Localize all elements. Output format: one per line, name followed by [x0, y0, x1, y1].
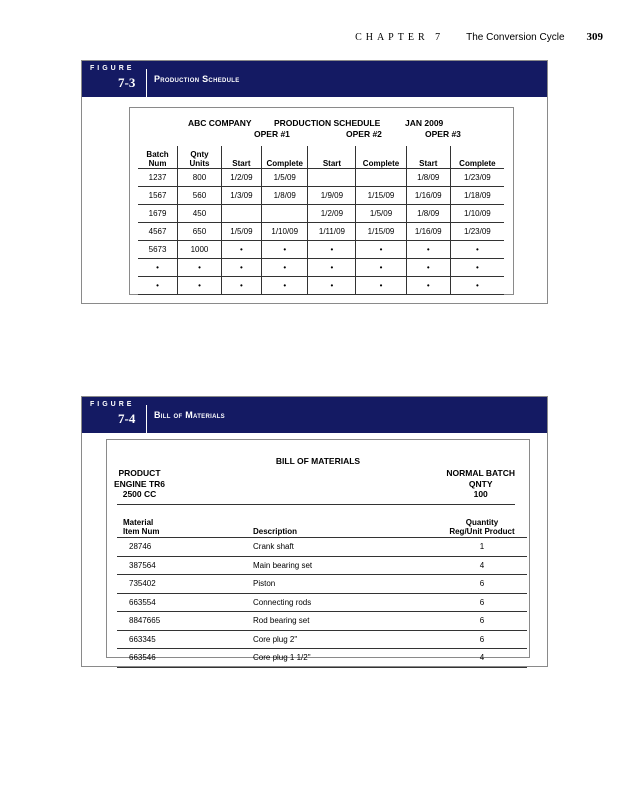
table-cell: 4: [437, 556, 527, 575]
table-cell: 1/8/09: [406, 169, 450, 187]
page-header: [355, 31, 603, 43]
table-row: [117, 612, 527, 631]
table-cell: Core plug 1 1/2": [253, 649, 437, 668]
table-row: [138, 205, 504, 223]
header-rule: [117, 504, 515, 505]
table-cell: •: [308, 259, 356, 277]
table-row: [117, 593, 527, 612]
quantity-column-header: [437, 514, 527, 538]
table-cell: 1/15/09: [356, 187, 406, 205]
table-row: [117, 556, 527, 575]
header-line: Complete: [459, 159, 496, 168]
oper-2-label: OPER #2: [346, 129, 382, 139]
header-line: [308, 150, 355, 159]
batch-info: [446, 468, 515, 500]
company-name: ABC COMPANY: [188, 118, 252, 128]
table-cell: 663554: [117, 593, 253, 612]
page-number: 309: [586, 31, 603, 43]
chapter-title: The Conversion Cycle: [466, 32, 565, 43]
table-row: [138, 169, 504, 187]
table-cell: 450: [178, 205, 222, 223]
table-cell: 1/23/09: [450, 169, 504, 187]
table-cell: 663345: [117, 630, 253, 649]
table-cell: 1/8/09: [261, 187, 308, 205]
bill-of-materials-panel: [106, 439, 530, 663]
table-cell: 1/16/09: [406, 223, 450, 241]
table-cell: Main bearing set: [253, 556, 437, 575]
table-cell: •: [406, 259, 450, 277]
figure-production-schedule: [81, 60, 548, 304]
table-cell: 735402: [117, 575, 253, 594]
figure-divider: [146, 405, 147, 433]
table-header-row: [117, 514, 527, 538]
table-cell: •: [308, 277, 356, 295]
table-cell: •: [221, 277, 261, 295]
header-line: Num: [148, 159, 167, 168]
schedule-date: JAN 2009: [405, 118, 444, 128]
table-cell: 1/5/09: [356, 205, 406, 223]
table-cell: 1/2/09: [221, 169, 261, 187]
table-cell: Crank shaft: [253, 538, 437, 557]
table-cell: •: [308, 241, 356, 259]
table-cell: [356, 169, 406, 187]
table-cell: 1/15/09: [356, 223, 406, 241]
header-line: [356, 150, 405, 159]
oper-3-label: OPER #3: [425, 129, 461, 139]
table-cell: 1/9/09: [308, 187, 356, 205]
chapter-label: CHAPTER 7: [355, 32, 445, 43]
table-cell: 6: [437, 630, 527, 649]
table-cell: •: [178, 277, 222, 295]
header-line: Qnty: [190, 150, 209, 159]
table-row: [138, 241, 504, 259]
table-cell: 1237: [138, 169, 178, 187]
schedule-title: PRODUCTION SCHEDULE: [274, 118, 381, 128]
table-cell: Connecting rods: [253, 593, 437, 612]
header-line: Units: [189, 159, 210, 168]
schedule-column-header: [308, 146, 356, 169]
schedule-column-header: [221, 146, 261, 169]
table-cell: 1/18/09: [450, 187, 504, 205]
table-cell: •: [406, 277, 450, 295]
table-cell: 1/5/09: [261, 169, 308, 187]
table-cell: 1/10/09: [450, 205, 504, 223]
table-cell: [221, 205, 261, 223]
table-cell: 1000: [178, 241, 222, 259]
material-column-header: [117, 514, 253, 538]
bill-of-materials-table: [117, 514, 527, 668]
table-header-row: [138, 146, 504, 169]
table-cell: 1/11/09: [308, 223, 356, 241]
description-header: Description: [253, 527, 298, 536]
header-line: Batch: [146, 150, 169, 159]
table-row: [138, 259, 504, 277]
table-cell: 1/5/09: [221, 223, 261, 241]
table-cell: •: [221, 259, 261, 277]
header-line: [407, 150, 450, 159]
table-cell: 28746: [117, 538, 253, 557]
product-name: ENGINE TR6: [114, 478, 166, 489]
table-cell: Rod bearing set: [253, 612, 437, 631]
table-cell: 650: [178, 223, 222, 241]
figure-label: FIGURE: [90, 65, 135, 72]
description-column-header: [253, 514, 437, 538]
table-cell: 6: [437, 612, 527, 631]
table-cell: 1/10/09: [261, 223, 308, 241]
oper-1-label: OPER #1: [254, 129, 290, 139]
table-cell: 663546: [117, 649, 253, 668]
table-cell: •: [356, 241, 406, 259]
figure-label: FIGURE: [90, 401, 135, 408]
table-cell: 5673: [138, 241, 178, 259]
header-line: Complete: [362, 159, 400, 168]
figure-number: 7-4: [118, 411, 136, 426]
table-row: [138, 223, 504, 241]
table-cell: 1: [437, 538, 527, 557]
production-schedule-panel: [129, 107, 514, 295]
product-info: [114, 468, 165, 500]
table-row: [117, 649, 527, 668]
table-cell: 1679: [138, 205, 178, 223]
table-cell: •: [261, 259, 308, 277]
table-row: [117, 630, 527, 649]
table-cell: 1/2/09: [308, 205, 356, 223]
table-cell: •: [356, 259, 406, 277]
table-cell: 8847665: [117, 612, 253, 631]
table-cell: •: [221, 241, 261, 259]
figure-bill-of-materials: [81, 396, 548, 667]
schedule-column-header: [261, 146, 308, 169]
figure-number: 7-3: [118, 75, 136, 90]
product-spec: 2500 CC: [122, 489, 157, 499]
table-cell: 1567: [138, 187, 178, 205]
batch-label: NORMAL BATCH: [446, 468, 515, 478]
table-cell: •: [356, 277, 406, 295]
table-cell: •: [138, 277, 178, 295]
schedule-column-header: [356, 146, 406, 169]
quantity-header-line2: Reg/Unit Product: [449, 527, 515, 536]
table-cell: 1/16/09: [406, 187, 450, 205]
figure-caption: Bill of Materials: [154, 410, 225, 420]
schedule-column-header: [406, 146, 450, 169]
header-line: Complete: [266, 159, 303, 168]
table-cell: •: [450, 259, 504, 277]
schedule-column-header: [178, 146, 222, 169]
table-cell: Piston: [253, 575, 437, 594]
batch-qnty-label: QNTY: [468, 478, 493, 489]
figure-banner: [82, 61, 547, 97]
figure-banner: [82, 397, 547, 433]
table-cell: [261, 205, 308, 223]
table-cell: Core plug 2": [253, 630, 437, 649]
table-cell: 4: [437, 649, 527, 668]
table-cell: 387564: [117, 556, 253, 575]
figure-divider: [146, 69, 147, 97]
table-cell: 1/8/09: [406, 205, 450, 223]
table-cell: 1/23/09: [450, 223, 504, 241]
table-cell: 6: [437, 575, 527, 594]
schedule-column-header: [138, 146, 178, 169]
table-cell: 560: [178, 187, 222, 205]
table-row: [117, 538, 527, 557]
material-header-line2: Item Num: [123, 527, 160, 536]
header-line: Start: [322, 159, 342, 168]
table-cell: 6: [437, 593, 527, 612]
table-cell: •: [450, 241, 504, 259]
production-schedule-table: [138, 146, 504, 295]
batch-value: 100: [473, 489, 488, 499]
table-cell: [308, 169, 356, 187]
table-cell: 800: [178, 169, 222, 187]
table-cell: •: [138, 259, 178, 277]
table-cell: 1/3/09: [221, 187, 261, 205]
table-cell: •: [261, 241, 308, 259]
table-cell: •: [450, 277, 504, 295]
header-line: Start: [232, 159, 251, 168]
header-line: [451, 150, 504, 159]
table-cell: •: [406, 241, 450, 259]
material-header-line1: Material: [123, 518, 154, 527]
header-line: [222, 150, 261, 159]
header-line: [262, 150, 308, 159]
product-label: PRODUCT: [118, 468, 161, 478]
figure-caption: Production Schedule: [154, 74, 240, 84]
table-row: [117, 575, 527, 594]
table-row: [138, 187, 504, 205]
table-cell: 4567: [138, 223, 178, 241]
schedule-column-header: [450, 146, 504, 169]
bom-title: BILL OF MATERIALS: [275, 456, 361, 466]
table-cell: •: [261, 277, 308, 295]
table-cell: •: [178, 259, 222, 277]
quantity-header-line1: Quantity: [465, 518, 499, 527]
table-row: [138, 277, 504, 295]
header-line: Start: [419, 159, 438, 168]
